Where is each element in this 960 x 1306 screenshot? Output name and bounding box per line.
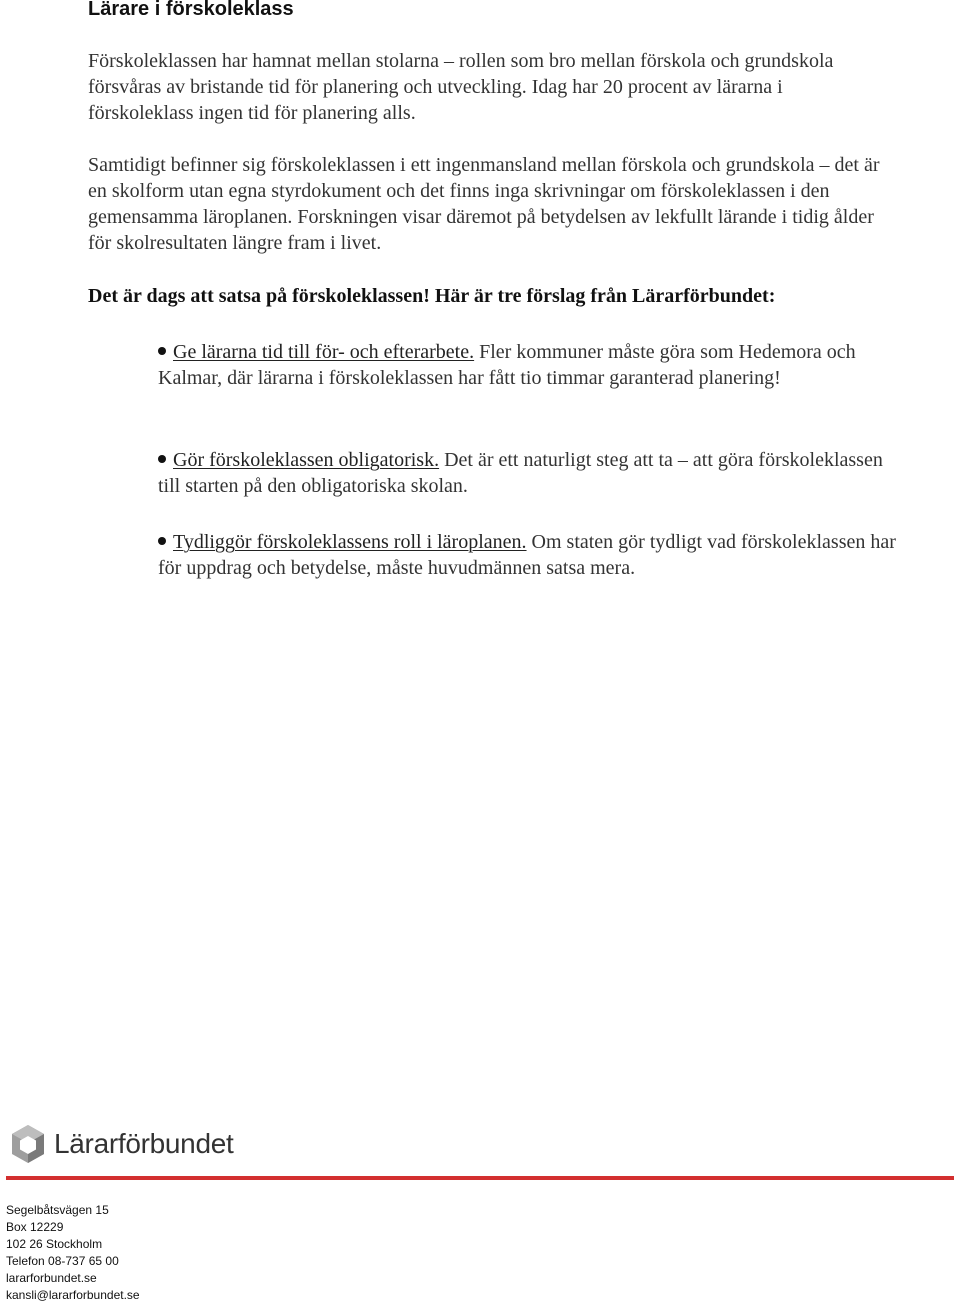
contact-phone: Telefon 08-737 65 00 <box>6 1254 119 1268</box>
bullet-icon <box>158 347 166 355</box>
bullet-icon <box>158 537 166 545</box>
contact-street: Segelbåtsvägen 15 <box>6 1203 109 1217</box>
footer-divider <box>6 1176 954 1180</box>
proposal-lead: Gör förskoleklassen obligatorisk. <box>173 449 440 471</box>
intro-paragraph: Förskoleklassen har hamnat mellan stolarna – rollen som bro mellan förskola och grundskola försvåras av bristande tid för planering och utveckling. Idag har 20 procent av lärarna i förskoleklass ingen tid för planering alls. <box>88 50 834 124</box>
hexagon-logo-icon <box>10 1123 46 1165</box>
contact-block <box>6 1202 140 1304</box>
proposal-lead: Ge lärarna tid till för- och efterarbete. <box>173 341 475 363</box>
proposal-text: Om staten gör tydligt vad förskoleklassen har för uppdrag och betydelse, måste huvudmännen satsa mera. <box>158 531 896 579</box>
proposal-text: Fler kommuner måste göra som Hedemora och Kalmar, där lärarna i förskoleklassen har fått tio timmar garanterad planering! <box>158 341 856 389</box>
contact-web[interactable]: lararforbundet.se <box>6 1271 97 1285</box>
bullet-icon <box>158 455 166 463</box>
proposal-item <box>158 339 898 391</box>
call-to-action: Det är dags att satsa på förskoleklassen! Här är tre förslag från Lärarförbundet: <box>88 285 776 307</box>
document-heading: Lärare i förskoleklass <box>88 0 294 20</box>
proposal-item <box>158 447 898 499</box>
contact-city: 102 26 Stockholm <box>6 1237 103 1251</box>
proposal-item <box>158 529 898 581</box>
context-paragraph: Samtidigt befinner sig förskoleklassen i ett ingenmansland mellan förskola och grundskola – det är en skolform utan egna styrdokument och det finns inga skrivningar om förskoleklassen i den gemensamma läroplanen. Forskningen visar däremot på betydelsen av lekfullt lärande i tidig ålder för skolresultaten längre fram i livet. <box>88 154 880 254</box>
proposal-lead: Tydliggör förskoleklassens roll i läroplanen. <box>173 531 527 553</box>
contact-box: Box 12229 <box>6 1220 64 1234</box>
proposal-text: Det är ett naturligt steg att ta – att göra förskoleklassen till starten på den obligatoriska skolan. <box>158 449 883 497</box>
logo-wordmark: Lärarförbundet <box>54 1128 234 1159</box>
contact-email[interactable]: kansli@lararforbundet.se <box>6 1288 140 1302</box>
organization-logo <box>10 1122 233 1166</box>
